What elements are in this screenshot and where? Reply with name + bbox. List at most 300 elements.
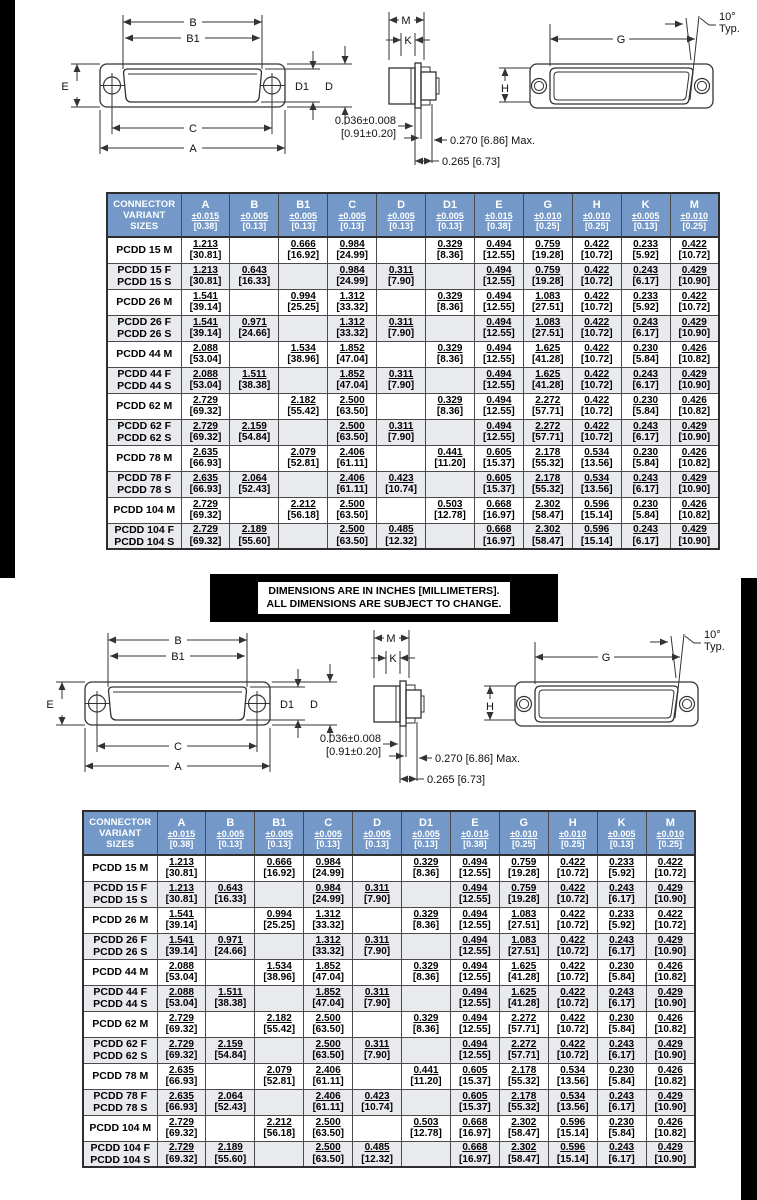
dimension-inch-value: 0.429 bbox=[657, 986, 683, 998]
dimension-cell bbox=[328, 393, 377, 419]
dimension-cell bbox=[450, 1011, 499, 1037]
variant-name-cell bbox=[83, 985, 157, 1011]
banner-line-2: ALL DIMENSIONS ARE SUBJECT TO CHANGE. bbox=[266, 598, 502, 610]
dimension-mm-value: [39.14] bbox=[189, 302, 222, 313]
variant-name-line: PCDD 26 M bbox=[92, 914, 149, 926]
header-col-tolerance: ±0.005 bbox=[436, 210, 464, 221]
dimension-mm-value: [69.32] bbox=[165, 1128, 198, 1139]
header-title-line1: CONNECTOR bbox=[89, 816, 152, 828]
variant-name-cell bbox=[107, 367, 181, 393]
dimension-cell bbox=[523, 393, 572, 419]
dimension-inch-value: 0.329 bbox=[413, 908, 439, 920]
dimension-mm-value: [27.51] bbox=[531, 302, 564, 313]
variant-name-cell bbox=[107, 315, 181, 341]
dimension-cell bbox=[426, 289, 475, 315]
thickness-inch-label: 0.036±0.008 bbox=[334, 115, 396, 127]
dimension-cell bbox=[157, 1089, 206, 1115]
dimension-inch-value: 2.079 bbox=[290, 446, 316, 458]
header-col-letter: C bbox=[324, 816, 333, 829]
dimension-mm-value: [24.66] bbox=[214, 946, 247, 957]
dimension-cell bbox=[255, 1011, 304, 1037]
dimension-mm-value: [15.14] bbox=[580, 510, 613, 521]
dimension-cell bbox=[572, 471, 621, 497]
dimension-inch-value: 2.635 bbox=[192, 472, 218, 484]
header-col-tolerance: ±0.010 bbox=[680, 210, 709, 221]
dimension-inch-value: 0.429 bbox=[657, 882, 683, 894]
dimension-cell bbox=[181, 289, 230, 315]
dimension-cell bbox=[206, 855, 255, 881]
dimension-inch-value: 0.243 bbox=[633, 472, 659, 484]
dimension-mm-value: [52.43] bbox=[214, 1102, 247, 1113]
dimension-inch-value: 2.635 bbox=[168, 1064, 194, 1076]
dimension-inch-value: 0.668 bbox=[462, 1116, 488, 1128]
dim-label-A: A bbox=[174, 761, 182, 773]
dimension-cell bbox=[548, 1011, 597, 1037]
variant-name-line: PCDD 44 S bbox=[117, 380, 172, 392]
thickness-mm-label: [0.91±0.20] bbox=[341, 128, 396, 140]
dimension-cell bbox=[353, 1063, 402, 1089]
header-col-tolerance: ±0.015 bbox=[461, 828, 489, 839]
dimension-cell bbox=[670, 315, 719, 341]
front-view-drawing bbox=[71, 15, 352, 154]
dimension-cell bbox=[181, 419, 230, 445]
dimension-cell bbox=[597, 1063, 646, 1089]
dimension-cell bbox=[523, 263, 572, 289]
dimension-cell bbox=[426, 393, 475, 419]
dimension-cell bbox=[279, 237, 328, 263]
header-col-E bbox=[474, 193, 523, 237]
dimension-inch-value: 2.500 bbox=[315, 1038, 341, 1050]
header-col-D1 bbox=[426, 193, 475, 237]
dimension-cell bbox=[157, 985, 206, 1011]
header-col-mm: [0.25] bbox=[512, 838, 536, 849]
dimension-mm-value: [7.90] bbox=[388, 432, 415, 443]
dimension-inch-value: 1.083 bbox=[535, 316, 561, 328]
dimension-mm-value: [10.72] bbox=[580, 302, 613, 313]
dimension-cell bbox=[230, 419, 279, 445]
dimension-inch-value: 1.312 bbox=[339, 316, 365, 328]
header-col-tolerance: ±0.005 bbox=[631, 210, 660, 221]
dimension-cell bbox=[523, 497, 572, 523]
dimension-cell bbox=[353, 881, 402, 907]
variant-name-cell bbox=[83, 933, 157, 959]
dimension-cell bbox=[572, 445, 621, 471]
dimension-inch-value: 0.422 bbox=[560, 856, 586, 868]
dimension-mm-value: [5.92] bbox=[608, 868, 635, 880]
dim-label-M: M bbox=[401, 15, 411, 27]
connector-dimension-drawing bbox=[15, 0, 757, 180]
dimension-cell bbox=[474, 289, 523, 315]
dimension-mm-value: [63.50] bbox=[336, 510, 369, 521]
header-col-B1 bbox=[255, 811, 304, 855]
depth-max-label: 0.270 [6.86] Max. bbox=[450, 135, 535, 147]
dimension-inch-value: 1.852 bbox=[315, 960, 341, 972]
table-row bbox=[107, 315, 719, 341]
dimension-cell bbox=[230, 471, 279, 497]
dimension-mm-value: [52.81] bbox=[287, 458, 320, 469]
dimension-mm-value: [69.32] bbox=[189, 432, 222, 443]
dimension-inch-value: 0.243 bbox=[609, 934, 635, 946]
variant-name-line: PCDD 104 M bbox=[89, 1122, 152, 1134]
dimension-cell bbox=[157, 933, 206, 959]
header-col-M bbox=[646, 811, 695, 855]
dimension-mm-value: [55.42] bbox=[287, 406, 320, 417]
header-col-letter: D1 bbox=[418, 816, 434, 829]
dimension-cell bbox=[255, 1115, 304, 1141]
header-col-mm: [0.25] bbox=[536, 220, 560, 231]
header-col-letter: B bbox=[226, 816, 235, 829]
dimension-cell bbox=[279, 315, 328, 341]
dimension-inch-value: 2.500 bbox=[315, 1142, 341, 1154]
table-row bbox=[107, 497, 719, 523]
header-col-tolerance: ±0.005 bbox=[289, 210, 317, 221]
dimension-inch-value: 2.088 bbox=[192, 368, 218, 380]
dimension-cell bbox=[646, 933, 695, 959]
dimension-cell bbox=[621, 237, 670, 263]
dimension-cell bbox=[523, 289, 572, 315]
dimension-mm-value: [30.81] bbox=[189, 250, 222, 262]
variant-name-line: PCDD 26 S bbox=[93, 946, 148, 958]
dimension-cell bbox=[426, 471, 475, 497]
dimension-inch-value: 0.426 bbox=[681, 446, 707, 458]
dimension-inch-value: 1.213 bbox=[192, 264, 218, 276]
dimension-mm-value: [30.81] bbox=[165, 868, 198, 880]
table-row bbox=[107, 289, 719, 315]
dimension-mm-value: [39.14] bbox=[189, 328, 222, 339]
dimension-mm-value: [6.17] bbox=[632, 380, 659, 391]
angle-typ-label: Typ. bbox=[704, 641, 725, 653]
dimension-cell bbox=[523, 471, 572, 497]
banner-line-1: DIMENSIONS ARE IN INCHES [MILLIMETERS]. bbox=[268, 585, 500, 597]
dimension-mm-value: [12.55] bbox=[459, 946, 491, 957]
dimension-cell bbox=[572, 497, 621, 523]
dimension-cell bbox=[572, 341, 621, 367]
dimension-inch-value: 2.064 bbox=[217, 1090, 243, 1102]
dimension-cell bbox=[377, 419, 426, 445]
variant-name-line: PCDD 15 F bbox=[117, 264, 172, 276]
dimension-inch-value: 0.329 bbox=[413, 960, 439, 972]
dimension-inch-value: 2.500 bbox=[339, 498, 365, 510]
dimension-mm-value: [41.28] bbox=[531, 380, 564, 391]
left-edge-bar bbox=[0, 0, 15, 578]
dim-label-G: G bbox=[601, 652, 611, 664]
variant-name-cell bbox=[107, 497, 181, 523]
dimension-cell bbox=[597, 959, 646, 985]
dimension-cell bbox=[621, 393, 670, 419]
dimension-cell bbox=[597, 1011, 646, 1037]
dimension-mm-value: [58.47] bbox=[507, 1128, 540, 1139]
dimension-cell bbox=[402, 1011, 451, 1037]
dimension-inch-value: 0.494 bbox=[462, 856, 488, 868]
dimension-inch-value: 1.312 bbox=[315, 934, 341, 946]
dimension-mm-value: [10.90] bbox=[654, 998, 687, 1009]
variant-name-line: PCDD 78 S bbox=[93, 1102, 148, 1114]
dimension-cell bbox=[230, 263, 279, 289]
header-col-tolerance: ±0.010 bbox=[510, 828, 538, 839]
table-row bbox=[83, 959, 695, 985]
dimension-inch-value: 0.311 bbox=[388, 420, 414, 432]
dimension-cell bbox=[304, 1141, 353, 1167]
dimension-mm-value: [10.90] bbox=[678, 432, 711, 443]
dimension-mm-value: [5.84] bbox=[632, 458, 659, 469]
dimension-mm-value: [16.97] bbox=[483, 510, 515, 521]
dimension-inch-value: 0.311 bbox=[364, 934, 390, 946]
dimension-mm-value: [24.99] bbox=[312, 894, 345, 905]
dimension-mm-value: [57.71] bbox=[531, 406, 564, 417]
dimension-cell bbox=[353, 1089, 402, 1115]
dimension-inch-value: 0.311 bbox=[364, 986, 390, 998]
variant-name-line: PCDD 26 M bbox=[116, 296, 173, 308]
dimension-mm-value: [56.18] bbox=[287, 510, 320, 521]
variant-name-cell bbox=[83, 1141, 157, 1167]
dimension-inch-value: 1.852 bbox=[339, 368, 365, 380]
dimension-mm-value: [16.33] bbox=[214, 894, 247, 905]
dimension-cell bbox=[548, 933, 597, 959]
table-row bbox=[83, 1037, 695, 1063]
dimension-inch-value: 0.423 bbox=[388, 472, 414, 484]
dimension-cell bbox=[597, 907, 646, 933]
dimension-inch-value: 0.503 bbox=[413, 1116, 439, 1128]
dimension-mm-value: [63.50] bbox=[312, 1050, 345, 1061]
dimension-cell bbox=[621, 289, 670, 315]
dim-label-D1: D1 bbox=[279, 699, 295, 711]
dimension-cell bbox=[450, 907, 499, 933]
dimension-mm-value: [6.17] bbox=[608, 998, 635, 1009]
variant-name-line: PCDD 62 M bbox=[116, 400, 173, 412]
dimension-cell bbox=[402, 855, 451, 881]
dimension-cell bbox=[572, 315, 621, 341]
dimension-cell bbox=[523, 341, 572, 367]
dimension-mm-value: [61.11] bbox=[312, 1102, 344, 1113]
dimension-cell bbox=[474, 393, 523, 419]
dimension-inch-value: 0.422 bbox=[560, 1038, 586, 1050]
variant-name-line: PCDD 15 M bbox=[116, 244, 173, 257]
header-col-mm: [0.13] bbox=[365, 838, 389, 849]
dimension-cell bbox=[328, 289, 377, 315]
header-title-line2: VARIANT SIZES bbox=[123, 209, 166, 232]
dimension-inch-value: 0.422 bbox=[584, 316, 610, 328]
dimension-mm-value: [30.81] bbox=[189, 276, 222, 287]
dimension-inch-value: 0.230 bbox=[633, 394, 659, 406]
dimension-mm-value: [63.50] bbox=[312, 1153, 345, 1165]
variant-name-cell bbox=[83, 881, 157, 907]
dimension-inch-value: 0.311 bbox=[388, 316, 414, 328]
dimension-inch-value: 2.302 bbox=[511, 1142, 537, 1154]
table-row bbox=[107, 523, 719, 549]
variant-name-line: PCDD 78 M bbox=[92, 1070, 149, 1082]
dimension-cell bbox=[181, 237, 230, 263]
dimension-cell bbox=[353, 1115, 402, 1141]
variant-name-cell bbox=[107, 289, 181, 315]
dimension-mm-value: [10.82] bbox=[654, 1024, 687, 1035]
dimension-cell bbox=[206, 985, 255, 1011]
header-col-letter: D1 bbox=[442, 198, 458, 211]
dimension-inch-value: 2.088 bbox=[168, 960, 194, 972]
dimension-inch-value: 1.213 bbox=[168, 856, 194, 868]
dimension-inch-value: 1.625 bbox=[535, 368, 561, 380]
dimension-inch-value: 0.230 bbox=[633, 342, 659, 354]
dimension-cell bbox=[328, 445, 377, 471]
depth-label: 0.265 [6.73] bbox=[442, 156, 501, 168]
dimension-cell bbox=[548, 1089, 597, 1115]
dimension-mm-value: [66.93] bbox=[189, 458, 222, 469]
dimension-cell bbox=[646, 1115, 695, 1141]
variant-name-line: PCDD 104 M bbox=[113, 504, 176, 516]
dimension-cell bbox=[499, 1063, 548, 1089]
header-col-tolerance: ±0.010 bbox=[534, 210, 562, 221]
header-col-mm: [0.13] bbox=[340, 220, 364, 231]
dimension-cell bbox=[474, 315, 523, 341]
header-col-mm: [0.38] bbox=[463, 838, 487, 849]
dimension-cell bbox=[670, 471, 719, 497]
dimension-cell bbox=[474, 367, 523, 393]
dimension-inch-value: 2.406 bbox=[315, 1090, 341, 1102]
header-col-letter: H bbox=[592, 198, 601, 211]
dimension-cell bbox=[377, 341, 426, 367]
dimension-cell bbox=[181, 315, 230, 341]
header-col-B1 bbox=[279, 193, 328, 237]
dimension-mm-value: [10.82] bbox=[654, 1128, 687, 1139]
dimension-mm-value: [58.47] bbox=[507, 1153, 540, 1165]
dimension-cell bbox=[426, 315, 475, 341]
dimension-mm-value: [5.92] bbox=[632, 250, 659, 262]
dimension-inch-value: 0.233 bbox=[633, 238, 659, 250]
header-col-letter: K bbox=[617, 816, 626, 829]
dimension-mm-value: [55.32] bbox=[507, 1102, 540, 1113]
dimension-inch-value: 2.212 bbox=[266, 1116, 292, 1128]
dimension-inch-value: 0.422 bbox=[681, 290, 707, 302]
spec-table-container-bottom bbox=[82, 810, 698, 1168]
dimension-inch-value: 0.494 bbox=[462, 960, 488, 972]
dimension-mm-value: [10.72] bbox=[556, 1050, 589, 1061]
dimension-cell bbox=[474, 497, 523, 523]
dimension-cell bbox=[646, 985, 695, 1011]
header-col-tolerance: ±0.010 bbox=[656, 828, 685, 839]
dimension-inch-value: 0.243 bbox=[633, 316, 659, 328]
dimension-inch-value: 1.625 bbox=[535, 342, 561, 354]
dimension-inch-value: 0.494 bbox=[462, 908, 488, 920]
dimension-inch-value: 0.423 bbox=[364, 1090, 390, 1102]
dimension-cell bbox=[548, 985, 597, 1011]
side-view-drawing bbox=[371, 630, 432, 783]
dimension-cell bbox=[230, 497, 279, 523]
dimension-cell bbox=[402, 881, 451, 907]
dimension-cell bbox=[377, 367, 426, 393]
header-col-letter: B1 bbox=[272, 816, 287, 829]
dimension-inch-value: 0.243 bbox=[633, 368, 659, 380]
table-row bbox=[107, 367, 719, 393]
dim-label-C: C bbox=[189, 123, 197, 135]
dimension-cell bbox=[230, 315, 279, 341]
thickness-mm-label: [0.91±0.20] bbox=[326, 746, 381, 758]
header-col-mm: [0.13] bbox=[267, 838, 292, 849]
variant-name-line: PCDD 104 S bbox=[90, 1153, 151, 1166]
dimension-inch-value: 0.994 bbox=[266, 908, 292, 920]
variant-name-cell bbox=[107, 419, 181, 445]
dimension-cell bbox=[597, 1089, 646, 1115]
header-connector-variant-sizes bbox=[83, 811, 157, 855]
dimension-mm-value: [24.99] bbox=[336, 250, 369, 262]
dimension-inch-value: 0.494 bbox=[462, 1038, 488, 1050]
thickness-inch-label: 0.036±0.008 bbox=[319, 733, 381, 745]
dimension-inch-value: 0.329 bbox=[437, 238, 463, 250]
dimension-inch-value: 0.233 bbox=[609, 856, 635, 868]
header-col-mm: [0.13] bbox=[242, 220, 267, 231]
variant-name-cell bbox=[107, 445, 181, 471]
dimension-inch-value: 0.422 bbox=[584, 368, 610, 380]
dimension-cell bbox=[523, 523, 572, 549]
dimension-mm-value: [63.50] bbox=[336, 535, 369, 547]
variant-name-line: PCDD 15 F bbox=[93, 882, 148, 894]
dimension-cell bbox=[304, 1115, 353, 1141]
header-col-mm: [0.25] bbox=[560, 838, 585, 849]
dim-label-D1: D1 bbox=[294, 81, 310, 93]
dimension-cell bbox=[181, 367, 230, 393]
dimension-mm-value: [69.32] bbox=[165, 1050, 198, 1061]
dimension-cell bbox=[499, 907, 548, 933]
dimension-cell bbox=[304, 881, 353, 907]
dimension-cell bbox=[474, 341, 523, 367]
dimension-mm-value: [19.28] bbox=[507, 868, 540, 880]
dimension-cell bbox=[474, 263, 523, 289]
dimension-cell bbox=[328, 263, 377, 289]
dim-label-E: E bbox=[46, 699, 54, 711]
dimension-cell bbox=[279, 419, 328, 445]
header-col-mm: [0.13] bbox=[389, 220, 413, 231]
dimension-cell bbox=[328, 419, 377, 445]
dimension-inch-value: 0.230 bbox=[609, 960, 635, 972]
dimension-inch-value: 2.272 bbox=[535, 394, 561, 406]
dimension-inch-value: 0.534 bbox=[560, 1064, 586, 1076]
dimension-inch-value: 2.178 bbox=[511, 1064, 537, 1076]
dimension-mm-value: [6.17] bbox=[608, 946, 635, 957]
dimension-inch-value: 2.500 bbox=[339, 420, 365, 432]
dimension-mm-value: [55.42] bbox=[263, 1024, 296, 1035]
dimension-cell bbox=[450, 1115, 499, 1141]
header-col-D1 bbox=[402, 811, 451, 855]
dimension-inch-value: 0.426 bbox=[681, 342, 707, 354]
dimension-mm-value: [16.97] bbox=[483, 535, 515, 547]
dimension-inch-value: 0.503 bbox=[437, 498, 463, 510]
dimension-inch-value: 0.429 bbox=[681, 368, 707, 380]
dimension-inch-value: 0.605 bbox=[462, 1090, 488, 1102]
header-col-tolerance: ±0.005 bbox=[338, 210, 366, 221]
dimension-cell bbox=[426, 497, 475, 523]
dimension-inch-value: 0.494 bbox=[462, 986, 488, 998]
dimension-mm-value: [16.92] bbox=[287, 250, 320, 262]
dimension-cell bbox=[279, 367, 328, 393]
dimension-mm-value: [41.28] bbox=[531, 354, 564, 365]
dimension-cell bbox=[230, 523, 279, 549]
dimension-mm-value: [15.14] bbox=[556, 1128, 589, 1139]
variant-name-line: PCDD 26 S bbox=[117, 328, 172, 340]
dimension-inch-value: 0.605 bbox=[486, 446, 512, 458]
dimension-inch-value: 0.422 bbox=[584, 238, 610, 250]
dimension-mm-value: [10.90] bbox=[654, 1153, 687, 1165]
dimension-drawings-top bbox=[15, 0, 757, 180]
header-col-letter: M bbox=[665, 816, 675, 829]
dimension-mm-value: [7.90] bbox=[364, 1050, 391, 1061]
dimension-inch-value: 0.243 bbox=[633, 264, 659, 276]
dimension-inch-value: 0.429 bbox=[681, 420, 707, 432]
dimension-mm-value: [12.55] bbox=[459, 894, 491, 905]
variant-name-line: PCDD 62 F bbox=[117, 420, 172, 432]
dimension-mm-value: [27.51] bbox=[507, 946, 540, 957]
header-col-H bbox=[548, 811, 597, 855]
connector-spec-table bbox=[82, 810, 696, 1168]
dimension-inch-value: 2.729 bbox=[192, 524, 218, 536]
dimension-cell bbox=[499, 1141, 548, 1167]
